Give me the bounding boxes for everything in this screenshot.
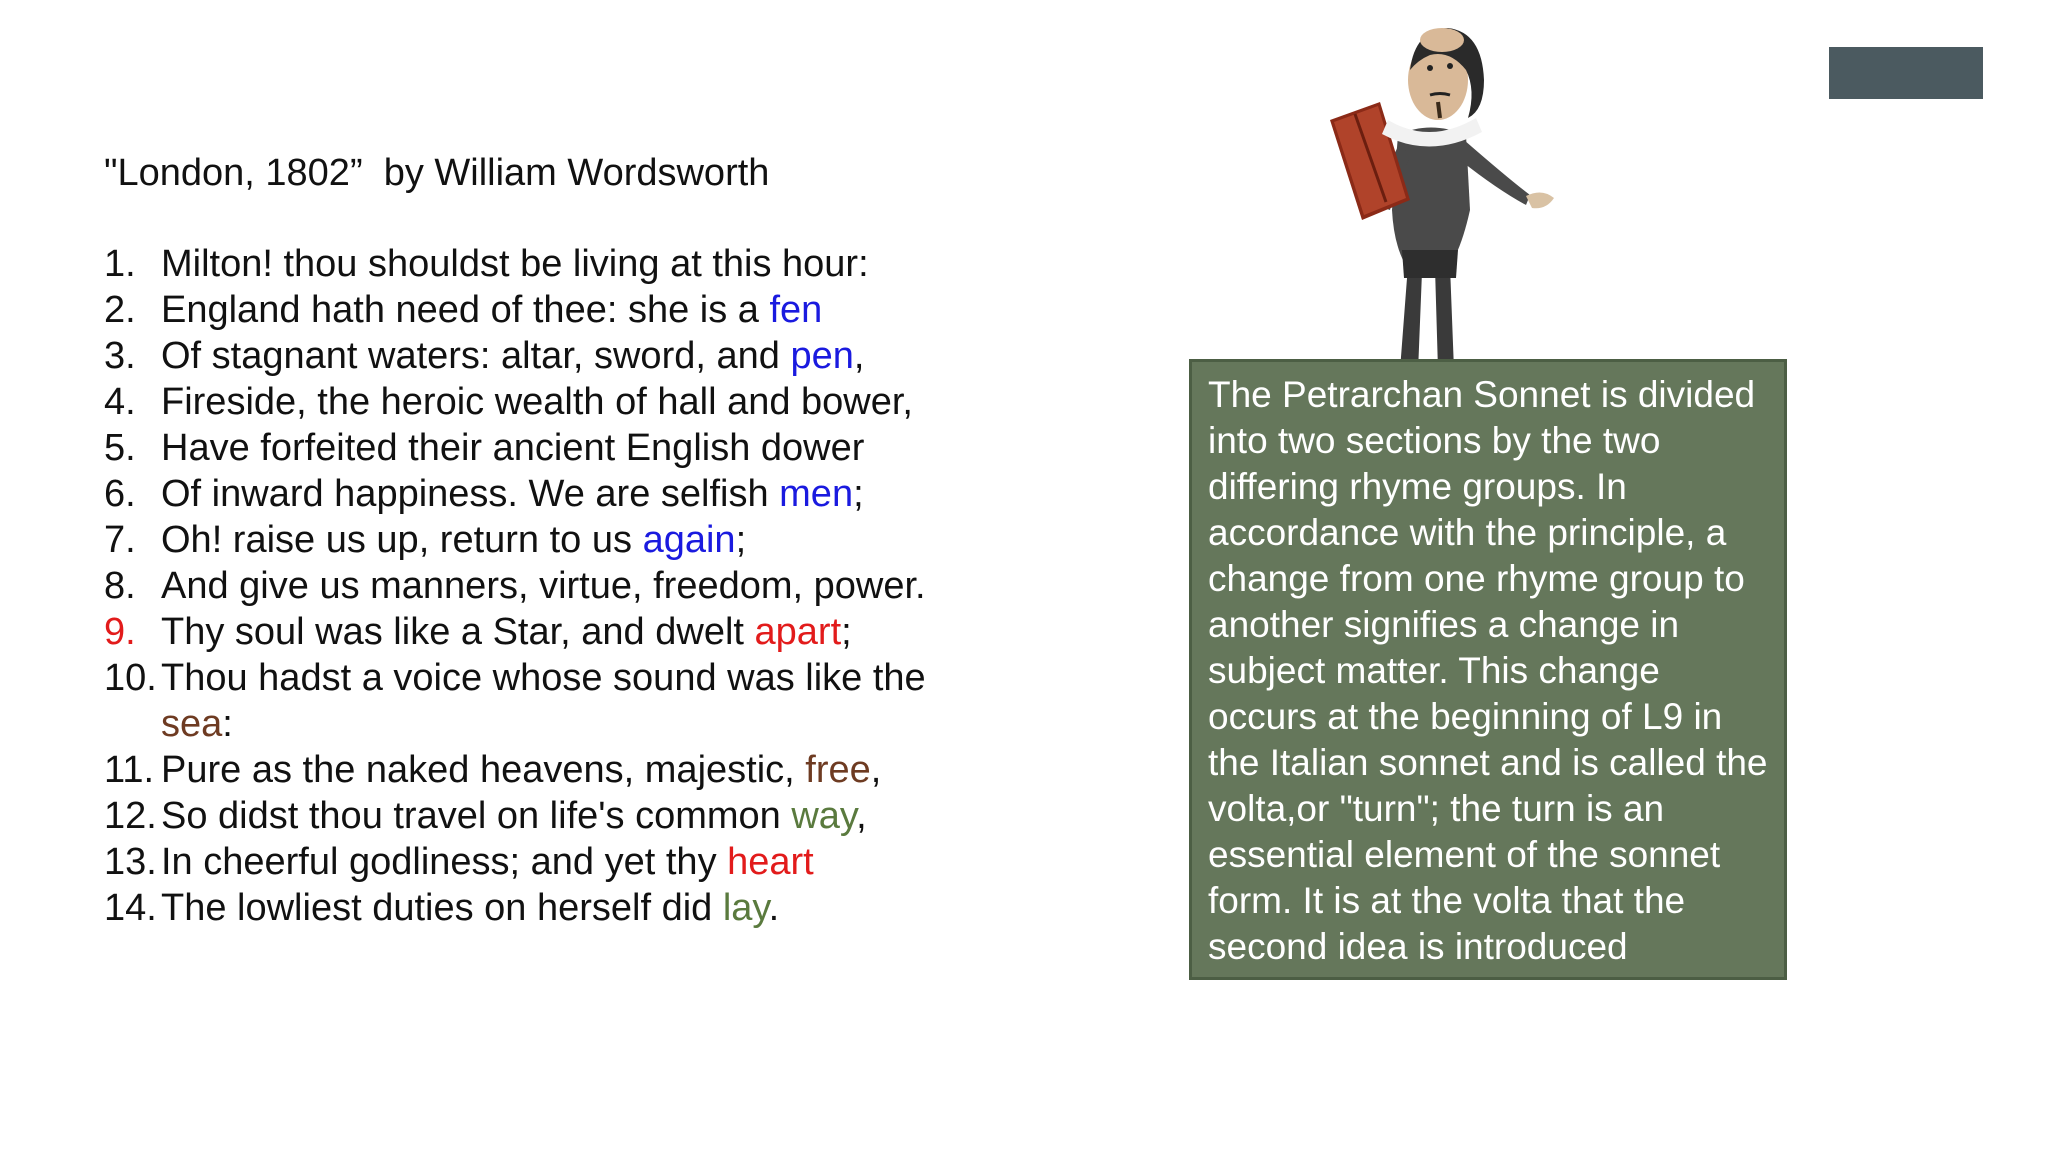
poem-line-text [161,517,964,563]
poem-line-number: 8. [104,565,136,607]
rhyme-word: men [779,473,854,515]
poem-line [104,885,964,931]
poem-text-segment: Fireside, the heroic wealth of hall and bower, [161,381,913,423]
poem-line-text [161,655,964,747]
poem-text-segment: Of stagnant waters: altar, sword, and [161,335,791,377]
poem-text-segment: The lowliest duties on herself did [161,887,723,929]
poem-line-text [161,425,964,471]
poem-text-segment: ; [853,473,864,515]
poem-line-text [161,839,964,885]
rhyme-word: fen [769,289,823,331]
poem-line-text [161,241,964,287]
petrarchan-note-box: The Petrarchan Sonnet is divided into two sections by the two differing rhyme groups. In accordance with the principle, a change from one rhyme group to another signifies a change in subject matter. This change occurs at the beginning of L9 in the Italian sonnet and is called the volta,or "turn"; the turn is an essential element of the sonnet form. It is at the volta that the second idea is introduced [1189,359,1787,980]
poem-line-number: 12. [104,795,157,837]
poem-line [104,563,964,609]
poem-line-number: 5. [104,427,136,469]
poem-text-segment: England hath need of thee: she is a [161,289,770,331]
poem-line [104,655,964,747]
poem-line [104,609,964,655]
poem-text-segment: ; [735,519,747,561]
poem-text-segment: Pure as the naked heavens, majestic, [161,749,806,791]
poem-text-segment: Have forfeited their ancient English dower [161,427,865,469]
poem-line [104,241,964,287]
poem-text-segment: ; [841,611,852,653]
poem-text-segment: , [856,795,867,837]
poem-text-segment: In cheerful godliness; and yet thy [161,841,728,883]
poem-line-number: 10. [104,657,157,699]
rhyme-word: again [642,519,736,561]
poem-line-number: 11. [104,749,155,791]
poem-text-segment: Oh! raise us up, return to us [161,519,643,561]
poem-line-text [161,287,964,333]
rhyme-word: way [791,795,857,837]
poem-line-text [161,379,964,425]
poem-lines [104,241,964,931]
poem-title: "London, 1802” by William Wordsworth [104,152,770,194]
poem-line [104,839,964,885]
poem-line-number: 9. [104,611,136,653]
poem-line-number: 6. [104,473,136,515]
poem-line-number: 7. [104,519,136,561]
poem-text-segment: : [222,703,233,745]
rhyme-word: free [805,749,871,791]
poem-line [104,425,964,471]
poem-line [104,379,964,425]
poem-line-text [161,333,964,379]
poem-text-segment: And give us manners, virtue, freedom, power. [161,565,926,607]
poem-line-text [161,793,964,839]
poem-text-segment: . [768,887,780,929]
poem-line [104,287,964,333]
poem-text-segment: , [870,749,882,791]
poem-line-number: 1. [104,243,136,285]
poem-text-segment: So didst thou travel on life's common [161,795,792,837]
poem-line-text [161,747,964,793]
poem-line-number: 14. [104,887,157,929]
rhyme-word: sea [161,703,223,745]
rhyme-word: pen [790,335,854,377]
poem-line-number: 2. [104,289,136,331]
poem-text-segment: Of inward happiness. We are selfish [161,473,780,515]
poem-line-text [161,609,964,655]
poem-line [104,471,964,517]
poem-line-number: 3. [104,335,136,377]
rhyme-word: heart [727,841,814,883]
poem-line [104,517,964,563]
poem-text-segment: , [853,335,865,377]
rhyme-word: apart [754,611,842,653]
poem-line-number: 13. [104,841,157,883]
poem-line-text [161,563,964,609]
corner-decoration [1829,47,1983,99]
poem-line [104,747,964,793]
poem-line-text [161,471,964,517]
poem-text-segment: Thy soul was like a Star, and dwelt [161,611,755,653]
rhyme-word: lay [722,887,769,929]
poem-line [104,793,964,839]
poem-line-text [161,885,964,931]
poem-line-number: 4. [104,381,136,423]
poem-line [104,333,964,379]
shakespeare-reading-figure-icon [1270,10,1600,410]
poem-text-segment: Thou hadst a voice whose sound was like the [161,657,926,699]
poem-text-segment: Milton! thou shouldst be living at this hour: [161,243,869,285]
